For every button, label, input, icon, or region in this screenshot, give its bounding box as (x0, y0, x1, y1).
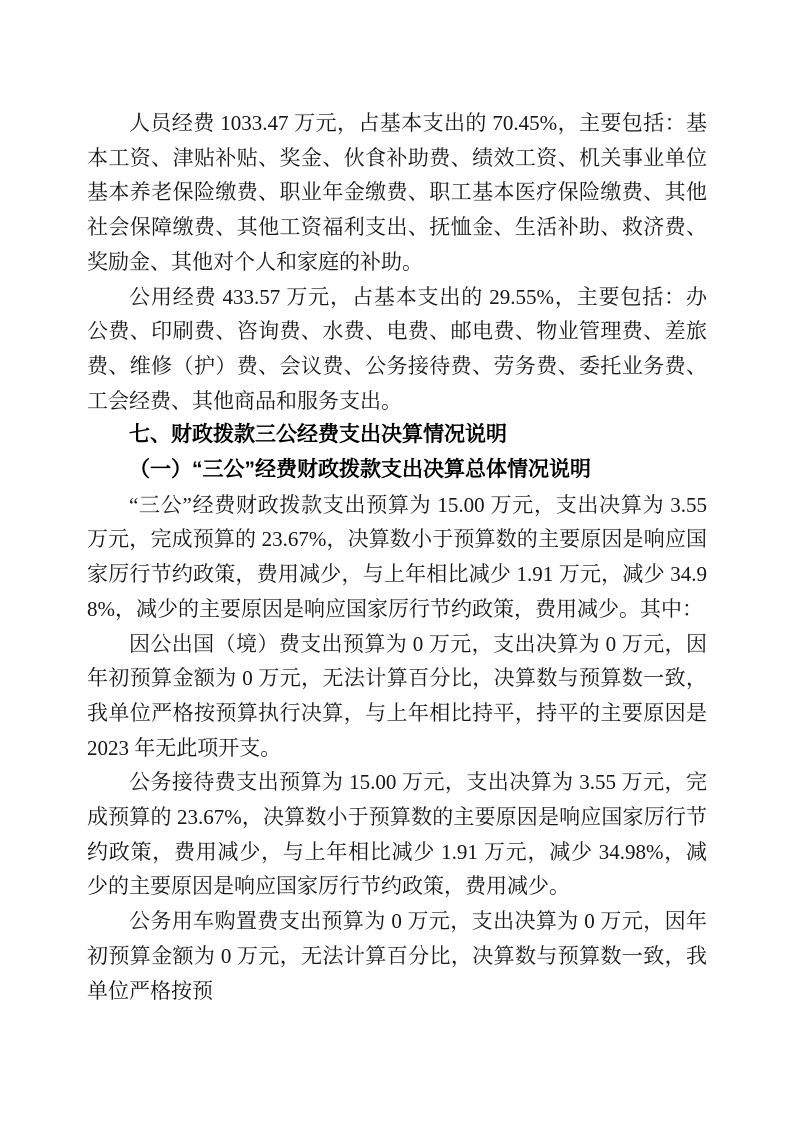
paragraph-official-reception-expenses: 公务接待费支出预算为 15.00 万元，支出决算为 3.55 万元，完成预算的 23.67%，决算数小于预算数的主要原因是响应国家厉行节约政策，费用减少，与上年相比减少 1.91 万元，减少 34.98%，减少的主要原因是响应国家厉行节约政策，费用减少。 (87, 770, 707, 899)
document-body (87, 106, 707, 1008)
heading-section-seven-three-public-funds: 七、财政拨款三公经费支出决算情况说明 (129, 423, 507, 447)
paragraph-official-vehicle-purchase-expenses: 公务用车购置费支出预算为 0 万元，支出决算为 0 万元，因年初预算金额为 0 万元，无法计算百分比，决算数与预算数一致，我单位严格按预 (87, 909, 707, 1003)
paragraph-overseas-travel-expenses: 因公出国（境）费支出预算为 0 万元，支出决算为 0 万元，因年初预算金额为 0 万元，无法计算百分比，决算数与预算数一致，我单位严格按预算执行决算，与上年相比持平，持平的主要原因是 2023 年无此项开支。 (87, 631, 707, 760)
heading-subsection-one-overall-situation: （一）“三公”经费财政拨款支出决算总体情况说明 (129, 458, 591, 482)
paragraph-public-operating-expenses: 公用经费 433.57 万元，占基本支出的 29.55%，主要包括：办公费、印刷费、咨询费、水费、电费、邮电费、物业管理费、差旅费、维修（护）费、会议费、公务接待费、劳务费、委托业务费、工会经费、其他商品和服务支出。 (87, 284, 707, 413)
paragraph-personnel-expenses: 人员经费 1033.47 万元，占基本支出的 70.45%，主要包括：基本工资、津贴补贴、奖金、伙食补助费、绩效工资、机关事业单位基本养老保险缴费、职业年金缴费、职工基本医疗保险缴费、其他社会保障缴费、其他工资福利支出、抚恤金、生活补助、救济费、奖励金、其他对个人和家庭的补助。 (87, 111, 707, 274)
paragraph-three-public-funds-overview: “三公”经费财政拨款支出预算为 15.00 万元，支出决算为 3.55 万元，完成预算的 23.67%，决算数小于预算数的主要原因是响应国家厉行节约政策，费用减少，与上年相比减少 1.91 万元，减少 34.98%，减少的主要原因是响应国家厉行节约政策，费用减少。其中： (87, 492, 707, 621)
